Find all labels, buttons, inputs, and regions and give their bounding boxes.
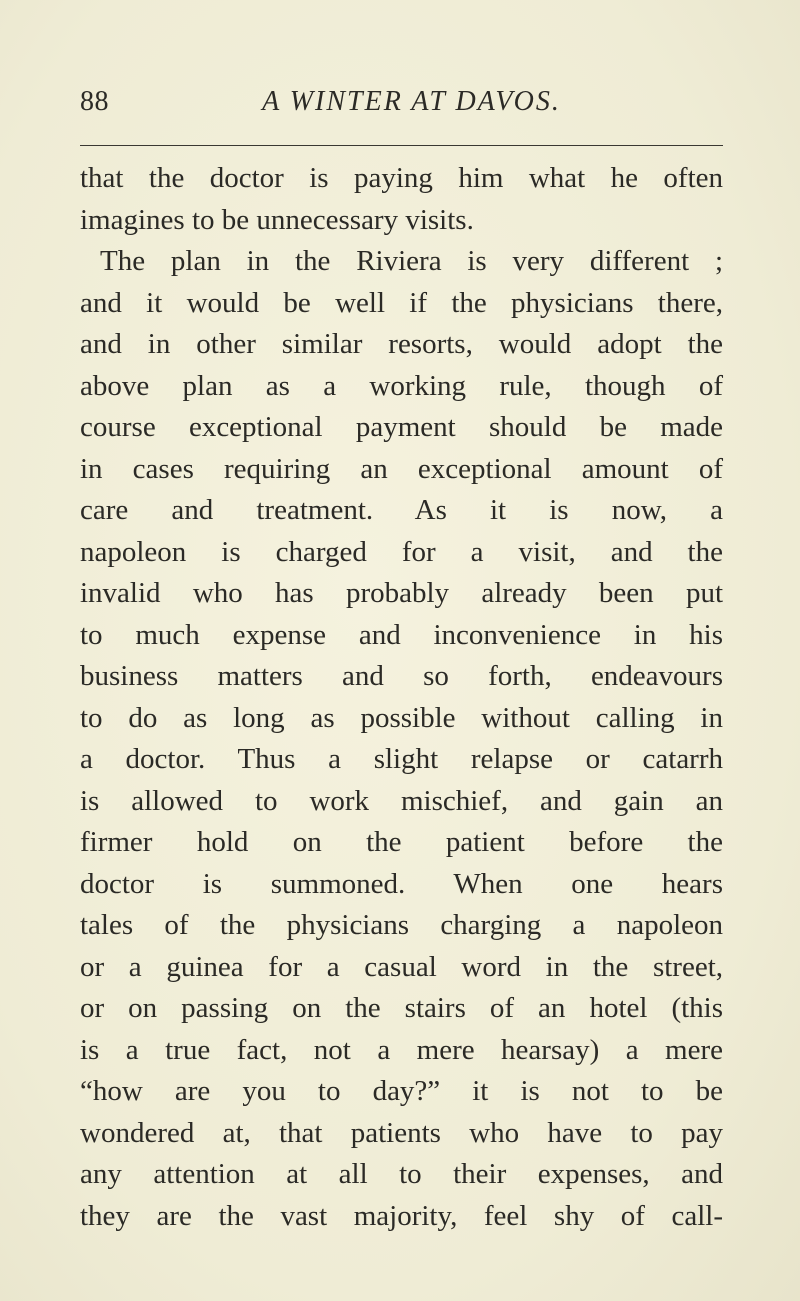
text-line: tales of the physicians charging a napoleon: [80, 909, 723, 941]
text-line: course exceptional payment should be made: [80, 411, 723, 443]
running-title: A WINTER AT DAVOS.: [262, 86, 561, 117]
text-line: wondered at, that patients who have to pay: [80, 1116, 723, 1149]
text-line: to much expense and inconvenience in his: [80, 618, 723, 651]
header-rule: [80, 145, 723, 146]
text-line: or a guinea for a casual word in the street,: [80, 950, 723, 983]
text-line: any attention at all to their expenses, and: [80, 1158, 723, 1190]
text-line: firmer hold on the patient before the: [80, 826, 723, 858]
text-line: care and treatment. As it is now, a: [80, 494, 723, 526]
text-line: doctor is summoned. When one hears: [80, 867, 723, 900]
text-line: is allowed to work mischief, and gain an: [80, 784, 723, 817]
text-line: they are the vast majority, feel shy of call-: [80, 1199, 723, 1232]
text-line: invalid who has probably already been put: [80, 577, 723, 609]
text-line: napoleon is charged for a visit, and the: [80, 535, 723, 568]
text-line: The plan in the Riviera is very different ;: [100, 245, 723, 277]
page-number: 88: [80, 86, 109, 117]
text-line: and in other similar resorts, would adopt the: [80, 328, 723, 360]
text-line: in cases requiring an exceptional amount of: [80, 452, 723, 485]
running-head: [80, 86, 723, 126]
text-line: and it would be well if the physicians there,: [80, 286, 723, 319]
text-line: imagines to be unnecessary visits.: [80, 203, 474, 236]
text-line: business matters and so forth, endeavours: [80, 660, 723, 692]
text-line: above plan as a working rule, though of: [80, 369, 723, 402]
text-line: is a true fact, not a mere hearsay) a mere: [80, 1033, 723, 1066]
text-line: a doctor. Thus a slight relapse or catarrh: [80, 743, 723, 775]
text-line: “how are you to day?” it is not to be: [80, 1075, 723, 1107]
text-line: or on passing on the stairs of an hotel (this: [80, 992, 723, 1024]
text-line: to do as long as possible without calling in: [80, 701, 723, 734]
body-text: [80, 158, 723, 1237]
text-line: that the doctor is paying him what he often: [80, 162, 723, 194]
